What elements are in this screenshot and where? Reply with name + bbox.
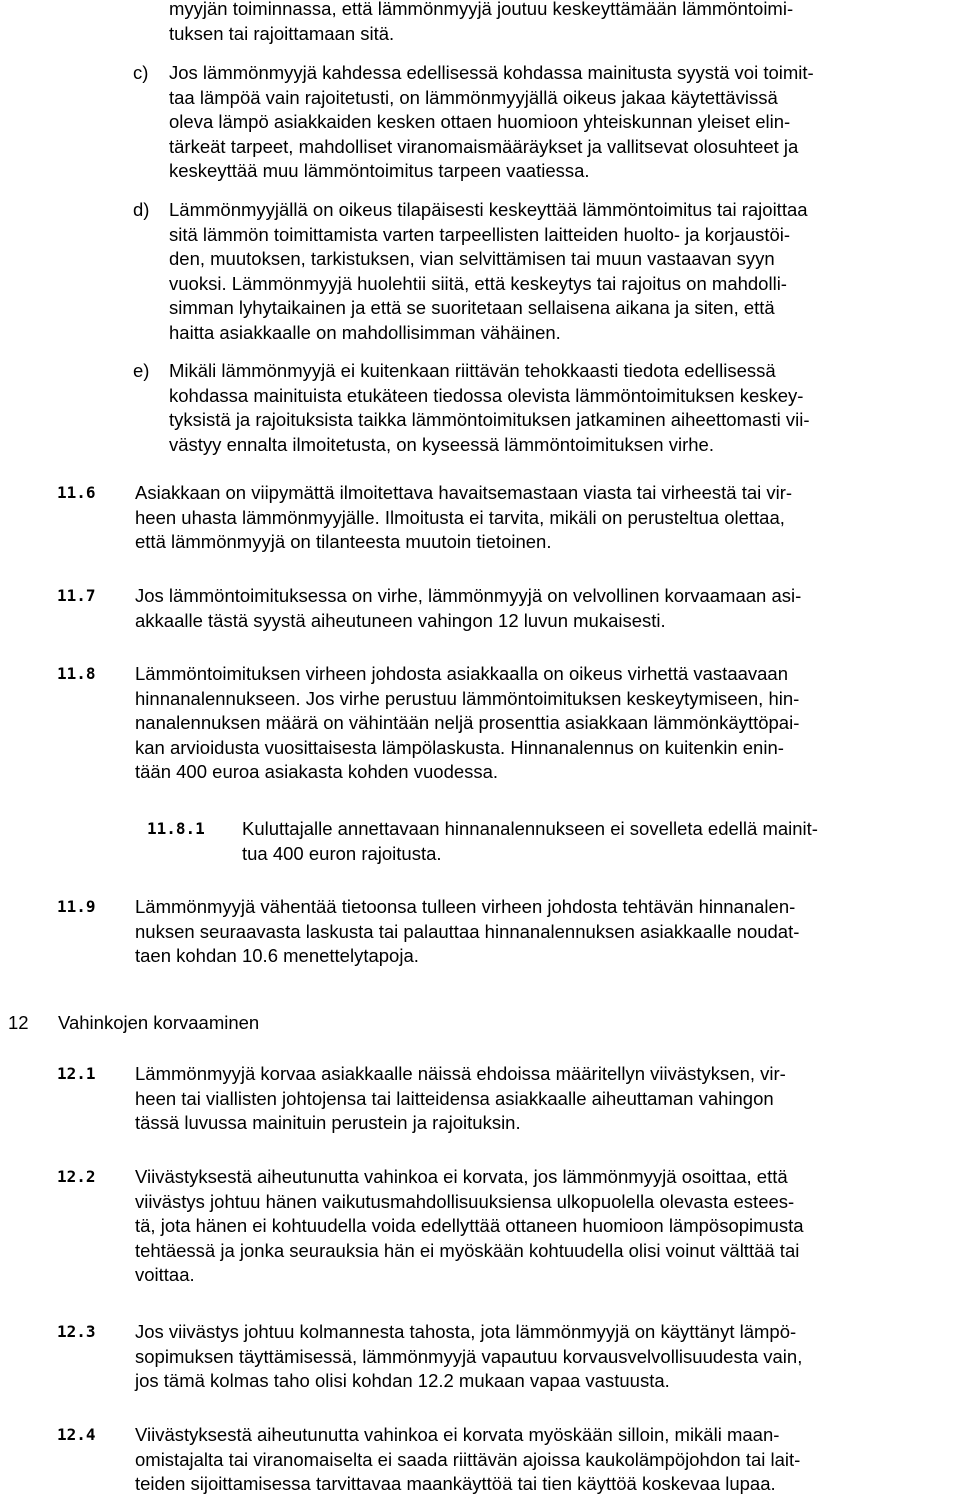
clause-number-11-8-1: 11.8.1 <box>147 819 205 838</box>
text-line: Lämmönmyyjä vähentää tietoonsa tulleen virheen johdosta tehtävän hinnanalen- <box>135 896 796 917</box>
text-line: vuoksi. Lämmönmyyjä huolehtii siitä, että keskeytys tai rajoitus on mahdolli- <box>169 272 787 294</box>
text-line: Jos viivästys johtuu kolmannesta tahosta, jota lämmönmyyjä on käyttänyt lämpö- <box>135 1321 797 1342</box>
clause-number-11-6: 11.6 <box>57 483 96 502</box>
clause-11-9-text <box>135 895 799 969</box>
text-line: kan arvioidusta vuosittaisesta lämpölaskusta. Hinnanalennus on kuitenkin enin- <box>135 736 784 758</box>
text-line: teiden sijoittamisessa tarvittavaa maankäyttöä tai tien käyttöä koskevaa lupaa. <box>135 1473 776 1494</box>
text-line: voittaa. <box>135 1264 195 1285</box>
text-line: kohdassa mainituista etukäteen tiedossa olevista lämmöntoimituksen keskey- <box>169 384 804 406</box>
text-line: viivästys johtuu hänen vaikutusmahdollisuuksiensa ulkopuolella olevasta estees- <box>135 1190 795 1212</box>
text-line: haitta asiakkaalle on mahdollisimman vähäinen. <box>169 321 561 343</box>
text-line: heen tai viallisten johtojensa tai laitteidensa asiakkaalle aiheuttaman vahingon <box>135 1087 774 1109</box>
section-number: 12 <box>8 1012 29 1033</box>
text-line: tässä luvussa mainituin perustein ja rajoituksin. <box>135 1112 521 1133</box>
text-line: Jos lämmöntoimituksessa on virhe, lämmönmyyjä on velvollinen korvaamaan asi- <box>135 585 802 606</box>
text-line: myyjän toiminnassa, että lämmönmyyjä joutuu keskeyttämään lämmöntoimi- <box>169 0 794 19</box>
text-line: västyy ennalta ilmoitetusta, on kyseessä lämmöntoimituksen virhe. <box>169 433 714 455</box>
text-line: nanalennuksen määrä on vähintään neljä prosenttia asiakkaan lämmönkäyttöpai- <box>135 712 800 733</box>
text-line: keskeyttää muu lämmöntoimitus tarpeen vaatiessa. <box>169 160 590 181</box>
clause-number-12-1: 12.1 <box>57 1064 96 1083</box>
text-line: sitä lämmön toimittamista varten tarpeellisten laitteiden huolto- ja korjaustöi- <box>169 223 791 245</box>
item-letter-d: d) <box>133 199 150 220</box>
clause-11-6-text <box>135 481 792 555</box>
text-line: Viivästyksestä aiheutunutta vahinkoa ei korvata myöskään silloin, mikäli maan- <box>135 1424 780 1445</box>
clause-11-8-1-text <box>242 817 818 866</box>
clause-11-8-text <box>135 662 799 785</box>
text-line: akkaalle tästä syystä aiheutuneen vahingon 12 luvun mukaisesti. <box>135 609 666 631</box>
text-line: tehtäessä ja jonka seurauksia hän ei myöskään kohtuudella olisi voinut välttää tai <box>135 1239 800 1261</box>
text-line: tärkeät tarpeet, mahdolliset viranomaismääräykset ja vallitsevat olosuhteet ja <box>169 135 799 157</box>
text-line: Asiakkaan on viipymättä ilmoitettava havaitsemastaan viasta tai virheestä tai vir- <box>135 482 793 503</box>
clause-number-11-9: 11.9 <box>57 897 96 916</box>
clause-number-12-4: 12.4 <box>57 1425 96 1444</box>
text-line: sopimuksen täyttämisessä, lämmönmyyjä vapautuu korvausvelvollisuudesta vain, <box>135 1345 803 1367</box>
fragment-paragraph <box>169 0 793 46</box>
text-line: simman lyhytaikainen ja että se suoritetaan sellaisena aikana ja siten, että <box>169 297 775 318</box>
text-line: tyksistä ja rajoituksista taikka lämmöntoimituksen jatkaminen aiheettomasti vii- <box>169 409 810 430</box>
text-line: omistajalta tai viranomaiselta ei saada riittävän ajoissa kaukolämpöjohdon tai lait- <box>135 1448 801 1470</box>
item-d-text <box>169 198 808 345</box>
text-line: tä, jota hänen ei kohtuudella voida edellyttää ottaneen huomioon lämpösopimusta <box>135 1215 804 1236</box>
text-line: den, muutoksen, tarkistuksen, vian selvittämisen tai muun vastaavan syyn <box>169 248 775 269</box>
text-line: Lämmöntoimituksen virheen johdosta asiakkaalla on oikeus virhettä vastaavaan <box>135 663 789 684</box>
item-letter-c: c) <box>133 62 149 83</box>
clause-number-12-2: 12.2 <box>57 1167 96 1186</box>
item-e-text <box>169 359 810 457</box>
text-line: Mikäli lämmönmyyjä ei kuitenkaan riittävän tehokkaasti tiedota edellisessä <box>169 360 776 381</box>
text-line: Jos lämmönmyyjä kahdessa edellisessä kohdassa mainitusta syystä voi toimit- <box>169 62 814 83</box>
clause-12-1-text <box>135 1062 786 1136</box>
clause-12-4-text <box>135 1423 800 1497</box>
text-line: että lämmönmyyjä on tilanteesta muutoin tietoinen. <box>135 531 552 552</box>
text-line: hinnanalennukseen. Jos virhe perustuu lämmöntoimituksen keskeytymiseen, hin- <box>135 687 800 709</box>
clause-number-11-7: 11.7 <box>57 586 96 605</box>
text-line: Kuluttajalle annettavaan hinnanalennukseen ei sovelleta edellä mainit- <box>242 818 818 839</box>
clause-12-3-text <box>135 1320 802 1394</box>
text-line: taen kohdan 10.6 menettelytapoja. <box>135 945 419 966</box>
text-line: Lämmönmyyjällä on oikeus tilapäisesti keskeyttää lämmöntoimitus tai rajoittaa <box>169 199 808 220</box>
text-line: heen uhasta lämmönmyyjälle. Ilmoitusta ei tarvita, mikäli on perusteltua olettaa, <box>135 506 785 528</box>
text-line: tuksen tai rajoittamaan sitä. <box>169 22 395 44</box>
text-line: tua 400 euron rajoitusta. <box>242 842 442 864</box>
section-title: Vahinkojen korvaaminen <box>58 1012 260 1033</box>
text-line: tään 400 euroa asiakasta kohden vuodessa. <box>135 761 499 782</box>
item-letter-e: e) <box>133 360 150 381</box>
text-line: jos tämä kolmas taho olisi kohdan 12.2 mukaan vapaa vastuusta. <box>135 1370 670 1391</box>
clause-12-2-text <box>135 1165 804 1288</box>
clause-number-12-3: 12.3 <box>57 1322 96 1341</box>
text-line: Viivästyksestä aiheutunutta vahinkoa ei korvata, jos lämmönmyyjä osoittaa, että <box>135 1166 788 1187</box>
text-line: nuksen seuraavasta laskusta tai palauttaa hinnanalennuksen asiakkaalle noudat- <box>135 920 800 942</box>
text-line: Lämmönmyyjä korvaa asiakkaalle näissä ehdoissa määritellyn viivästyksen, vir- <box>135 1063 786 1084</box>
text-line: oleva lämpö asiakkaiden kesken ottaen huomioon yhteiskunnan yleiset elin- <box>169 111 791 132</box>
item-c-text <box>169 61 814 184</box>
text-line: taa lämpöä vain rajoitetusti, on lämmönmyyjällä oikeus jakaa käytettävissä <box>169 86 778 108</box>
clause-11-7-text <box>135 584 801 633</box>
clause-number-11-8: 11.8 <box>57 664 96 683</box>
